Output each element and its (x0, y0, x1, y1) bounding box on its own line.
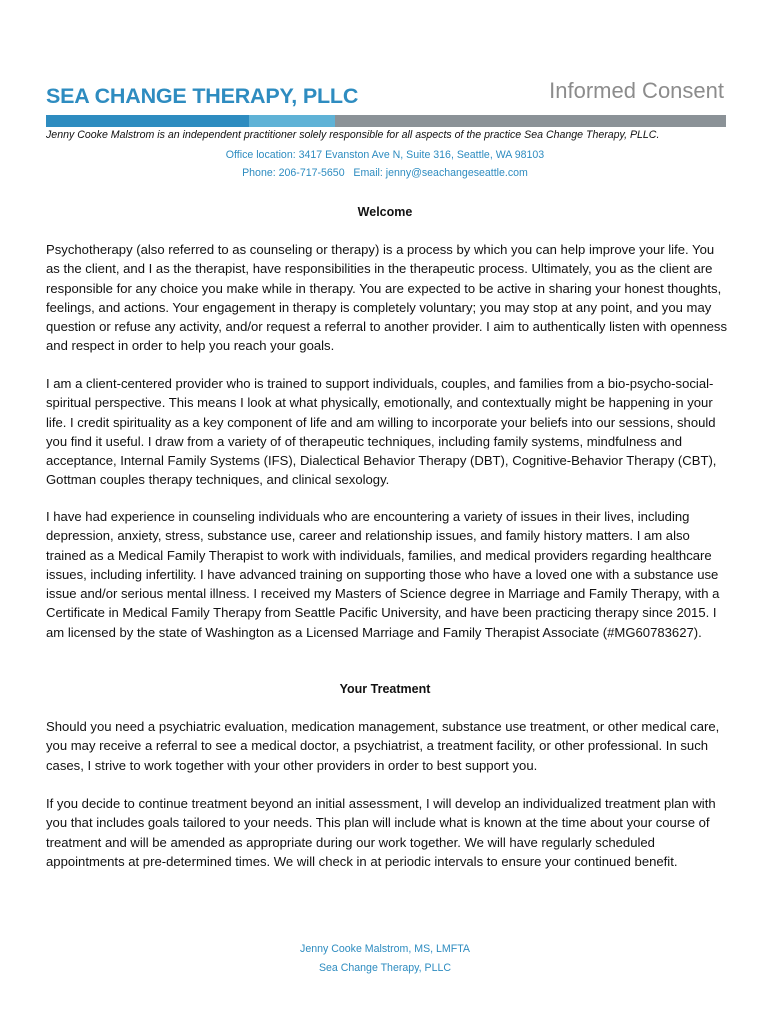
footer-name: Jenny Cooke Malstrom, MS, LMFTA (300, 943, 470, 955)
paragraph: If you decide to continue treatment beyond an initial assessment, I will develop an individualized treatment plan with you that includes goals tailored to your needs. This plan will include what is known at the time about your course of treatment and will be amended as appropriate during our work together. We will have regularly scheduled appointments at pre-determined times. We will check in at periodic intervals to ensure your continued benefit. (46, 796, 716, 869)
practitioner-disclaimer: Jenny Cooke Malstrom is an independent practitioner solely responsible for all aspects of the practice Sea Change Therapy, PLLC. (46, 129, 660, 141)
paragraph: Should you need a psychiatric evaluation, medication management, substance use treatment, or other medical care, you may receive a referral to see a medical doctor, a psychiatrist, a treatment facility, or other professional. In such cases, I strive to work together with your other providers in order to best support you. (46, 719, 720, 773)
office-location: Office location: 3417 Evanston Ave N, Suite 316, Seattle, WA 98103 (225, 149, 545, 161)
paragraph: Psychotherapy (also referred to as counseling or therapy) is a process by which you can help improve your life. You as the client, and I as the therapist, have responsibilities in the therapeutic process. Ultimately, you as the client are responsible for any choice you make while in therapy. You are expected to be active in sharing your honest thoughts, feelings, and actions. Your engagement in therapy is completely voluntary; you may stop at any point, and you may question or refuse any activity, and/or request a referral to another provider. I aim to authentically listen with openness and respect in order to help you reach your goals. (46, 242, 728, 354)
stripe-segment-blue (46, 115, 249, 127)
section-heading-treatment: Your Treatment (339, 682, 431, 696)
practice-name: SEA CHANGE THERAPY, PLLC (46, 84, 359, 108)
section-heading-welcome: Welcome (357, 205, 413, 219)
paragraph: I am a client-centered provider who is trained to support individuals, couples, and families from a bio-psycho-social-spiritual perspective. This means I look at what physically, emotionally, and contextually might be happening in your life. I credit spirituality as a key component of life and am willing to incorporate your beliefs into our sessions, should you find it useful. I draw from a variety of of therapeutic techniques, including family systems, mindfulness and acceptance, Internal Family Systems (IFS), Dialectical Behavior Therapy (DBT), Cognitive-Behavior Therapy (CBT), Gottman couples therapy techniques, and clinical sexology. (46, 376, 717, 488)
paragraph: I have had experience in counseling individuals who are encountering a variety of issues in their lives, including depression, anxiety, stress, substance use, career and relationship issues, and family history matters. I am also trained as a Medical Family Therapist to work with individuals, families, and medical providers regarding healthcare issues, including infertility. I have advanced training on supporting those who have a loved one with a substance use issue and/or serious mental illness. I received my Masters of Science degree in Marriage and Family Therapy, with a Certificate in Medical Family Therapy from Seattle Pacific University, and have been practicing therapy since 2015. I am licensed by the state of Washington as a Licensed Marriage and Family Therapist Associate (#MG60783627). (46, 509, 720, 640)
document-header (46, 78, 724, 112)
header-color-stripe (46, 115, 726, 127)
stripe-segment-light-blue (249, 115, 335, 127)
stripe-segment-gray (335, 115, 726, 127)
footer-practice: Sea Change Therapy, PLLC (318, 962, 452, 974)
document-title: Informed Consent (549, 78, 724, 103)
phone-email: Phone: 206-717-5650 Email: jenny@seachangeseattle.com (242, 167, 528, 179)
